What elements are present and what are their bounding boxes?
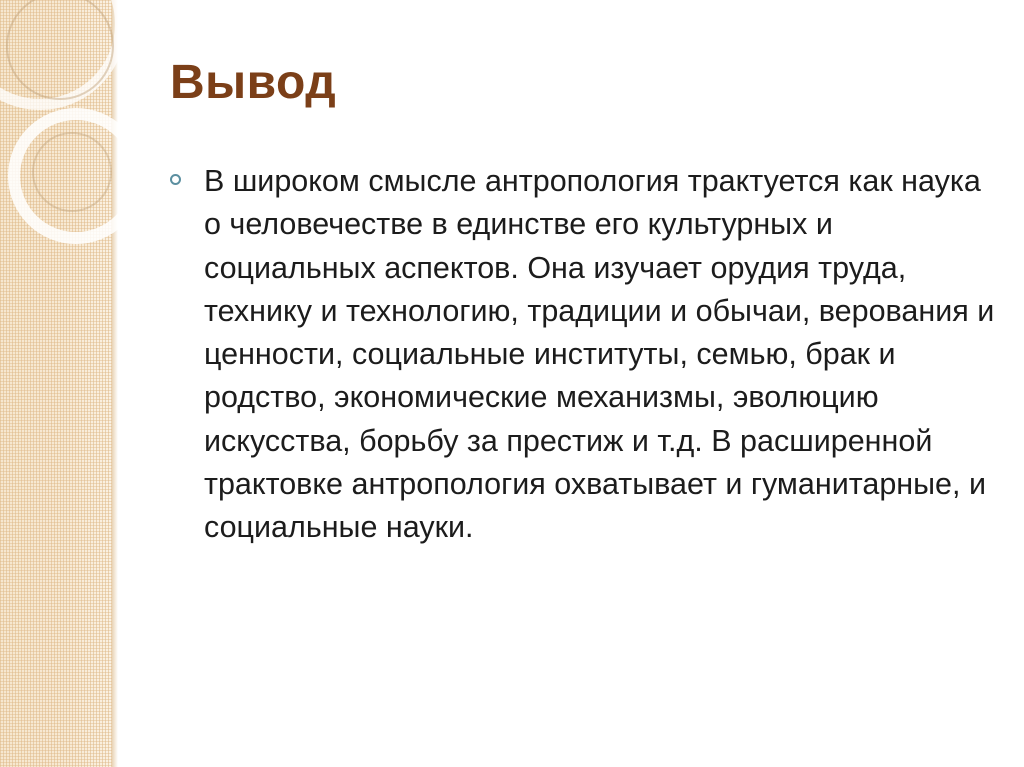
decorative-side-band [0,0,118,767]
list-item [170,160,1010,550]
bullet-text: В широком смысле антропология трактуется как наука о человечестве в единстве его культурных и социальных аспектов. Она изучает орудия труда, технику и технологию, традиции и обычаи, верования и ценности, социальные институты, семью, брак и родство, экономические механизмы, эволюцию искусства, борьбу за престиж и т.д. В расширенной трактовке антропология охватывает и гуманитарные, и социальные науки. [204,164,995,545]
side-band-edge [112,0,118,767]
slide-title: Вывод [170,56,337,109]
bullet-marker-wrap [170,160,204,185]
slide-body [170,160,1010,550]
bullet-dot-icon [170,174,181,185]
